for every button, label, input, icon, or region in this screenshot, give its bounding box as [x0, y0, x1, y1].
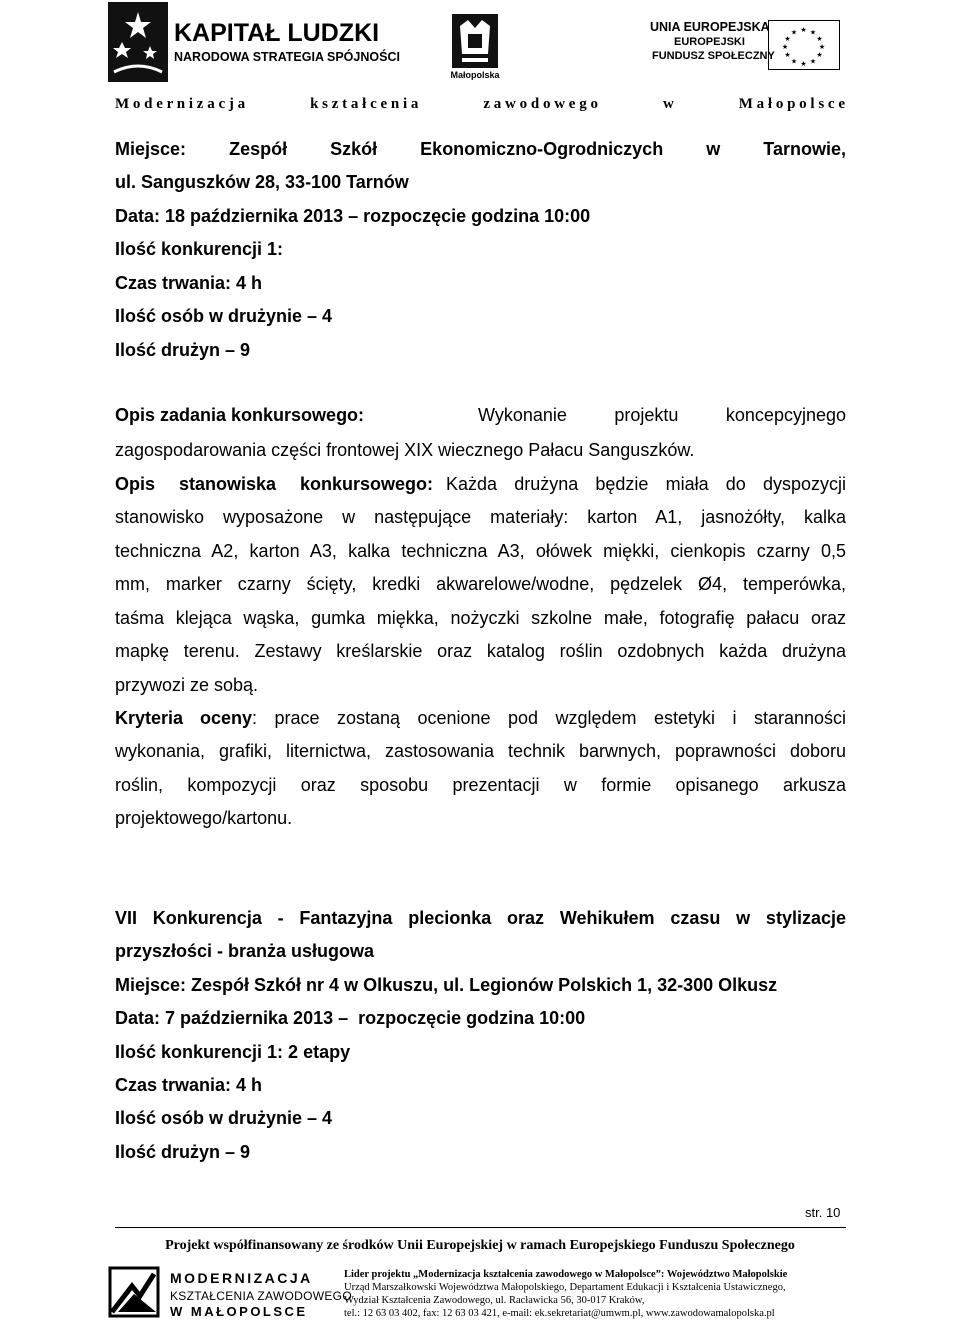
svg-text:★: ★ [809, 57, 817, 66]
s6-kryteria-line1 [115, 707, 846, 729]
s6-data: Data: 18 października 2013 – rozpoczęcie godzina 10:00 [115, 206, 591, 226]
modernizacja-line3: W MAŁOPOLSCE [170, 1304, 308, 1319]
s6-miejsce-word: w [706, 139, 721, 159]
s6-opis-stanowiska-line1 [115, 473, 846, 495]
modernizacja-logo [108, 1262, 352, 1322]
svg-text:★: ★ [800, 26, 807, 34]
svg-text:★: ★ [790, 28, 798, 37]
svg-text:★: ★ [784, 51, 791, 59]
s6-opis-stanowiska-text: mm, marker czarny ścięty, kredki akwarelowe/wodne, pędzelek Ø4, temperówka, [115, 574, 846, 594]
s6-miejsce-line [115, 138, 846, 160]
footer-contact-line: tel.: 12 63 03 402, fax: 12 63 03 421, e-mail: ek.sekretariat@umwm.pl, www.zawodowamalopolska.pl [344, 1308, 775, 1319]
svg-text:★: ★ [800, 60, 807, 68]
s6-ilosc-konkurencji: Ilość konkurencji 1: [115, 239, 284, 259]
svg-text:★: ★ [816, 51, 823, 59]
header-tag-word: z a w o d o w e g o [483, 96, 598, 112]
kapital-ludzki-logo [108, 2, 400, 82]
s6-opis-zadania-label: Opis zadania konkursowego: [115, 405, 365, 425]
s6-opis-zadania-text1: Wykonanie projektu koncepcyjnego [478, 405, 846, 425]
modernizacja-line2: KSZTAŁCENIA ZAWODOWEGO [170, 1289, 352, 1303]
footer-contact [344, 1268, 787, 1320]
header-tag-word: M o d e r n i z a c j a [115, 96, 246, 112]
malopolska-emblem-icon [452, 14, 498, 68]
s6-miejsce-word: Tarnowie, [763, 139, 846, 159]
svg-text:★: ★ [818, 43, 826, 51]
malopolska-label: Małopolska [450, 70, 500, 80]
s7-czas: Czas trwania: 4 h [115, 1075, 263, 1095]
s6-opis-stanowiska-text: taśma klejąca wąska, gumka miękka, nożyczki szkolne małe, fotografię pałacu oraz [115, 608, 846, 628]
modernizacja-emblem-icon [108, 1266, 160, 1318]
s6-opis-stanowiska-last: przywozi ze sobą. [115, 675, 259, 695]
footer-contact-line: Urząd Marszałkowski Województwa Małopolskiego, Departament Edukacji i Kształcenia Ustawicznego, [344, 1282, 786, 1293]
s6-miejsce-word: Szkół [330, 139, 378, 159]
eu-line1: UNIA EUROPEJSKA [650, 20, 770, 34]
svg-text:★: ★ [784, 35, 791, 43]
s6-opis-stanowiska-label: Opis stanowiska konkursowego: [115, 474, 433, 494]
svg-text:★: ★ [816, 35, 823, 43]
s6-czas: Czas trwania: 4 h [115, 273, 263, 293]
svg-text:★: ★ [781, 43, 789, 51]
svg-text:★: ★ [790, 57, 798, 66]
s6-ilosc-druzyn: Ilość drużyn – 9 [115, 340, 251, 360]
eu-efs-logo [650, 20, 840, 80]
s6-miejsce-word: Miejsce: [115, 139, 187, 159]
s6-opis-stanowiska-text1: Każda drużyna będzie miała do dyspozycji [446, 474, 846, 494]
header-tag-word: k s z t a ł c e n i a [310, 96, 419, 112]
kapital-ludzki-emblem-icon [108, 2, 168, 82]
header-tag-word: M a ł o p o l s c e [738, 96, 845, 112]
eu-line2: EUROPEJSKI [674, 36, 745, 48]
footer-contact-line: Wydział Kształcenia Zawodowego, ul. Racławicka 56, 30-017 Kraków, [344, 1295, 645, 1306]
modernizacja-line1: MODERNIZACJA [170, 1270, 313, 1286]
s6-kryteria-text: wykonania, grafiki, liternictwa, zastosowania technik barwnych, poprawności doboru [115, 741, 846, 761]
s7-title-line1: VII Konkurencja - Fantazyjna plecionka oraz Wehikułem czasu w stylizacje [115, 908, 846, 928]
eu-line3: FUNDUSZ SPOŁECZNY [652, 50, 775, 62]
kapital-ludzki-subtitle: NARODOWA STRATEGIA SPÓJNOŚCI [174, 50, 400, 64]
header-project-tag [115, 96, 845, 113]
s6-miejsce-word: Ekonomiczno-Ogrodniczych [420, 139, 664, 159]
s6-opis-stanowiska-text: mapkę terenu. Zestawy kreślarskie oraz katalog roślin ozdobnych każda drużyna [115, 641, 846, 661]
s7-data: Data: 7 października 2013 – rozpoczęcie godzina 10:00 [115, 1008, 586, 1028]
svg-text:★: ★ [809, 28, 817, 37]
s6-opis-stanowiska-text: stanowisko wyposażone w następujące materiały: karton A1, jasnożółty, kalka [115, 507, 846, 527]
s6-opis-zadania-text2: zagospodarowania części frontowej XIX wiecznego Pałacu Sanguszków. [115, 440, 695, 460]
eu-flag-icon [768, 20, 840, 70]
s7-miejsce: Miejsce: Zespół Szkół nr 4 w Olkuszu, ul. Legionów Polskich 1, 32-300 Olkusz [115, 975, 778, 995]
page-number: str. 10 [805, 1205, 841, 1220]
s6-miejsce-word: Zespół [229, 139, 288, 159]
s6-opis-stanowiska-text: techniczna A2, karton A3, kalka techniczna A3, ołówek miękki, cienkopis czarny 0,5 [115, 541, 846, 561]
footer-contact-line: Lider projektu „Modernizacja kształcenia zawodowego w Małopolsce”: Województwo Małopolskie [344, 1269, 788, 1280]
footer-cofinance-note: Projekt współfinansowany ze środków Unii Europejskiej w ramach Europejskiego Funduszu Społecznego [165, 1238, 795, 1253]
s6-kryteria-label: Kryteria oceny [115, 708, 252, 728]
malopolska-logo [446, 14, 504, 86]
s6-kryteria-text: roślin, kompozycji oraz sposobu prezentacji w formie opisanego arkusza [115, 775, 846, 795]
kapital-ludzki-title: KAPITAŁ LUDZKI [174, 19, 380, 47]
s7-ilosc-osob: Ilość osób w drużynie – 4 [115, 1108, 333, 1128]
s6-kryteria-text1: : prace zostaną ocenione pod względem estetyki i staranności [252, 708, 846, 728]
s6-opis-zadania-line1 [115, 404, 846, 426]
s6-ilosc-osob: Ilość osób w drużynie – 4 [115, 306, 333, 326]
s7-title-line2: przyszłości - branża usługowa [115, 941, 375, 961]
footer-divider [115, 1227, 846, 1228]
s7-ilosc-druzyn: Ilość drużyn – 9 [115, 1142, 251, 1162]
s7-ilosc-konkurencji: Ilość konkurencji 1: 2 etapy [115, 1042, 351, 1062]
s6-kryteria-last: projektowego/kartonu. [115, 808, 293, 828]
header-tag-word: w [662, 96, 674, 112]
s6-miejsce-cont: ul. Sanguszków 28, 33-100 Tarnów [115, 172, 409, 192]
